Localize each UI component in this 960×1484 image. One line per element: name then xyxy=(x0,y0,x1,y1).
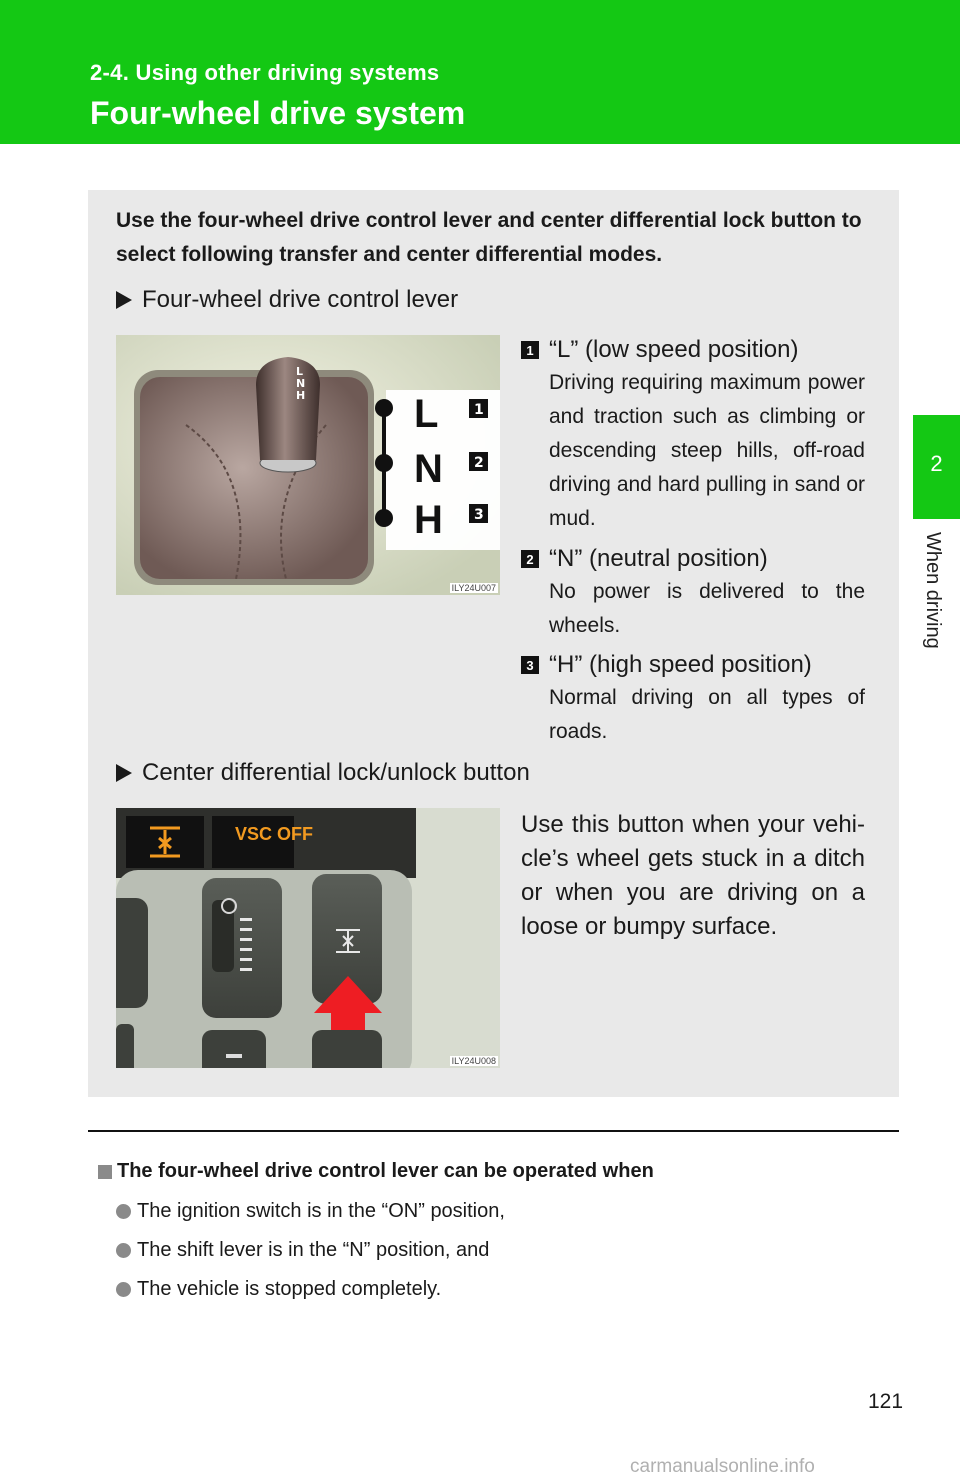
diagram-badge-2: 2 xyxy=(474,455,484,471)
vsc-off-label: VSC OFF xyxy=(235,824,314,844)
button-illustration xyxy=(116,808,500,1068)
button-heading xyxy=(116,759,530,787)
list-item xyxy=(116,1278,441,1301)
list-item-text: The ignition switch is in the “ON” position, xyxy=(137,1200,505,1222)
lever-item-high xyxy=(521,651,865,749)
list-item-text: The shift lever is in the “N” position, and xyxy=(137,1239,490,1261)
item-body: Driving requiring maximum power and traction such as climbing or descending steep hills, off-road driving and hard pulling in sand or mud. xyxy=(549,371,865,530)
item-badge: 3 xyxy=(521,656,539,674)
lever-heading xyxy=(116,286,458,314)
knob-letter-l: L xyxy=(296,365,304,378)
knob-letter-h: H xyxy=(296,389,306,402)
item-body: Normal driving on all types of roads. xyxy=(549,686,865,743)
page-title: Four-wheel drive system xyxy=(90,95,466,131)
lever-image xyxy=(116,335,500,595)
lever-item-neutral xyxy=(521,545,865,643)
diagram-badge-1: 1 xyxy=(474,402,484,418)
triangle-bullet-icon xyxy=(116,291,132,309)
diagram-letter-l: L xyxy=(414,392,439,436)
list-item xyxy=(116,1200,505,1223)
button-description: Use this button when your vehi-cle’s wheel gets stuck in a ditch or when you are driving on a loose or bumpy surface. xyxy=(521,811,865,940)
chapter-number: 2 xyxy=(930,451,943,476)
square-bullet-icon xyxy=(98,1165,112,1179)
lever-heading-text: Four-wheel drive control lever xyxy=(142,286,459,313)
item-body: No power is delivered to the wheels. xyxy=(549,580,865,637)
item-title: “L” (low speed position) xyxy=(549,336,799,363)
note-heading xyxy=(98,1160,654,1183)
diagram-letter-n: N xyxy=(414,447,443,491)
note-heading-text: The four-wheel drive control lever can be operated when xyxy=(117,1160,654,1182)
item-title: “N” (neutral position) xyxy=(549,545,768,572)
chapter-label: When driving xyxy=(922,532,944,649)
header-bar xyxy=(0,0,960,144)
diagram-letter-h: H xyxy=(414,498,443,542)
triangle-bullet-icon xyxy=(116,764,132,782)
watermark: carmanualsonline.info xyxy=(630,1456,815,1477)
circle-bullet-icon xyxy=(116,1243,131,1258)
intro-text: Use the four-wheel drive control lever and center differential lock button to select following transfer and center differential modes. xyxy=(116,209,862,266)
button-image xyxy=(116,808,500,1068)
item-badge: 2 xyxy=(521,550,539,568)
section-label: 2-4. Using other driving systems xyxy=(90,60,440,85)
lever-image-code: ILY24U007 xyxy=(451,583,496,593)
button-image-code: ILY24U008 xyxy=(451,1056,496,1066)
list-item-text: The vehicle is stopped completely. xyxy=(137,1278,442,1300)
item-badge: 1 xyxy=(521,341,539,359)
list-item xyxy=(116,1239,489,1262)
item-title: “H” (high speed position) xyxy=(549,651,812,678)
chapter-tab[interactable] xyxy=(913,415,960,519)
divider xyxy=(88,1130,899,1132)
lever-illustration xyxy=(116,335,500,595)
button-heading-text: Center differential lock/unlock button xyxy=(142,759,530,786)
diagram-badge-3: 3 xyxy=(474,507,484,523)
knob-letter-n: N xyxy=(296,377,306,390)
page-number: 121 xyxy=(868,1390,904,1413)
circle-bullet-icon xyxy=(116,1282,131,1297)
lever-item-low xyxy=(521,336,865,536)
circle-bullet-icon xyxy=(116,1204,131,1219)
